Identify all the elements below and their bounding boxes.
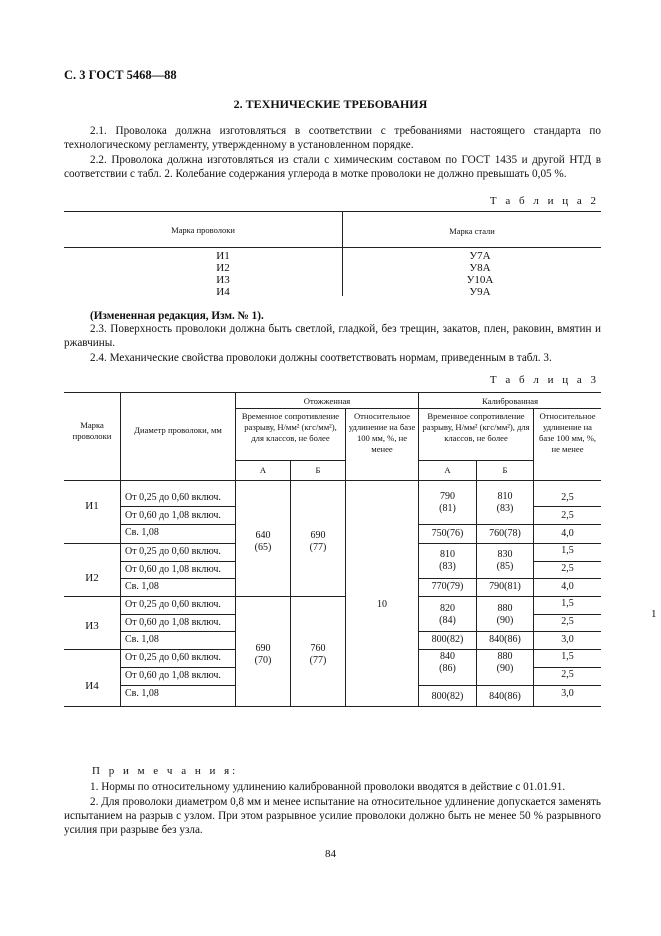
table3-diameter: От 0,25 до 0,60 включ. [125,652,221,663]
table3-header-annealed: Отожженная [303,396,351,406]
table2-grade: И1 [216,250,230,262]
table3-header-grade: Марка проволоки [72,420,112,441]
table3-grade: И4 [85,680,99,692]
table3-diameter: От 0,60 до 1,08 включ. [125,670,221,681]
table3-header-cal-elongation: Относительное удлинение на базе 100 мм, %, не менее [538,411,597,454]
table3-cal-elongation: 2,5 [561,616,574,627]
table3-header-diameter: Диаметр проволоки, мм [134,425,222,435]
table3-cal-elongation: 1,5 [561,651,574,662]
table3-cal-elongation: 2,5 [561,669,574,680]
table3-cal-elongation: 3,0 [561,634,574,645]
table3-header-cal-strength: Временное сопротивление разрыву, Н/мм² (кгс/мм²), для классов, не более [422,411,530,443]
table2-steel: У9А [469,286,491,298]
table3-ann-b: (77) [309,655,327,666]
table3-diameter: От 0,60 до 1,08 включ. [125,510,221,521]
table3-cal-a: (84) [439,615,456,626]
table3-class-a: А [259,465,267,475]
table2-caption: Т а б л и ц а 2 [489,195,599,207]
table3-cal-elongation: 4,0 [561,528,574,539]
table3-cal-b: 840(86) [489,691,521,702]
table3-cal-a: 770(79) [431,581,464,592]
table3-cal-a: 810 [440,549,455,560]
table3-header-ann-elongation: Относительное удлинение на базе 100 мм, %, не менее [348,411,416,454]
table3-ann-a: (70) [254,655,272,666]
table3-cal-b: 760(78) [489,528,521,539]
paragraph-2-2: 2.2. Проволока должна изготовляться из стали с химическим составом по ГОСТ 1435 и другой НТД в соответствии с табл. 2. Колебание содержания углерода в мотке проволоки не должно превышать 0,05 %. [64,154,601,181]
table3-diameter: От 0,60 до 1,08 включ. [125,564,221,575]
table3-diameter: От 0,25 до 0,60 включ. [125,546,221,557]
table3-cal-b: 810 [497,491,513,502]
table3-class-b: Б [502,465,508,475]
table3-cal-b: 790(81) [489,581,521,592]
table3-diameter: Св. 1,08 [125,527,159,538]
table3-diameter: Св. 1,08 [125,581,159,592]
paragraph-2-4: 2.4. Механические свойства проволоки должны соответствовать нормам, приведенным в табл. 3. [90,352,552,364]
table3-cal-a: 790 [440,491,455,502]
table3-cal-a: 800(82) [431,691,464,702]
table2-grade: И3 [216,274,230,286]
table3-diameter: От 0,25 до 0,60 включ. [125,599,221,610]
table3-cal-a: (86) [439,663,456,674]
table2-steel: У10А [466,274,494,286]
table3-cal-b: (90) [496,663,514,674]
note-1: 1. Нормы по относительному удлинению калиброванной проволоки вводятся в действие с 01.01.91. [90,781,566,793]
table3-class-b: Б [315,465,321,475]
table3-cal-a: 840 [440,651,455,662]
table3-cal-elongation: 1,5 [561,598,574,609]
table3-diameter: От 0,25 до 0,60 включ. [125,492,221,503]
amended-note: (Измененная редакция, Изм. № 1). [90,310,264,322]
note-2: 2. Для проволоки диаметром 0,8 мм и менее испытание на относительное удлинение допускается заменять испытанием на разрыв с узлом. При этом разрывное усилие проволоки должно быть не менее 50 % разрывного усилия при разрыве без узла. [64,796,601,837]
table2-grade: И2 [216,262,230,274]
table3-header-ann-strength: Временное сопротивление разрыву, Н/мм² (кгс/мм²), для классов, не более [241,411,340,443]
table3-grade: И2 [85,572,99,584]
table2-header-steel: Марка стали [449,226,495,236]
table3-cal-b: (85) [496,561,514,572]
section-title: 2. ТЕХНИЧЕСКИЕ ТРЕБОВАНИЯ [233,97,428,111]
table3-grade: И1 [85,500,99,512]
table3-ann-b: (77) [309,542,327,553]
table3-grade: И3 [85,620,99,632]
table3-cal-b: 880 [497,651,513,662]
table3-diameter: Св. 1,08 [125,634,159,645]
table3-cal-a: 750(76) [431,528,464,539]
table2-steel: У8А [469,262,491,274]
table3-diameter: От 0,60 до 1,08 включ. [125,617,221,628]
page-number: 84 [325,848,336,860]
table3-header-calibrated: Калиброванная [481,396,539,406]
table3-ann-elongation: 10 [377,599,387,610]
table3-cal-a: (81) [439,503,456,514]
table3-ann-a: 640 [255,530,271,541]
table3-cal-elongation: 2,5 [561,563,574,574]
table3-ann-b: 690 [310,530,326,541]
paragraph-2-1: 2.1. Проволока должна изготовляться в соответствии с требованиями настоящего стандарта по технологическому регламенту, утвержденному в установленном порядке. [64,125,601,152]
table3-cal-b: 830 [497,549,513,560]
table3-cal-b: (83) [496,503,514,514]
table3-caption: Т а б л и ц а 3 [489,374,599,386]
table2-grade: И4 [216,286,230,298]
table3-ann-a: 690 [255,643,271,654]
table3-cal-b: (90) [496,615,514,626]
paragraph-2-3: 2.3. Поверхность проволоки должна быть светлой, гладкой, без трещин, закатов, плен, раковин, вмятин и ржавчины. [64,323,601,350]
table3-cal-a: (83) [439,561,456,572]
table3-cal-b: 840(86) [489,634,521,645]
table3-cal-elongation: 3,0 [561,688,574,699]
notes-title: П р и м е ч а н и я: [92,765,239,777]
table3-cal-a: 800(82) [431,634,464,645]
table3-cal-elongation: 4,0 [561,581,574,592]
table3-cal-elongation: 2,5 [561,492,574,503]
table2-header-grade: Марка проволоки [171,225,235,235]
table3-ann-a: (65) [254,542,272,553]
table3-cal-elongation: 1,5 [561,545,574,556]
table2-steel: У7А [469,250,491,262]
table3-cal-elongation: 2,5 [561,510,574,521]
table3-ann-b: 760 [310,643,326,654]
table3-cal-b: 880 [497,603,513,614]
table3-class-a: А [444,465,451,475]
margin-mark: 1 [651,608,657,620]
running-header: С. 3 ГОСТ 5468—88 [64,68,177,82]
table3-cal-a: 820 [440,603,455,614]
table3-diameter: Св. 1,08 [125,688,159,699]
